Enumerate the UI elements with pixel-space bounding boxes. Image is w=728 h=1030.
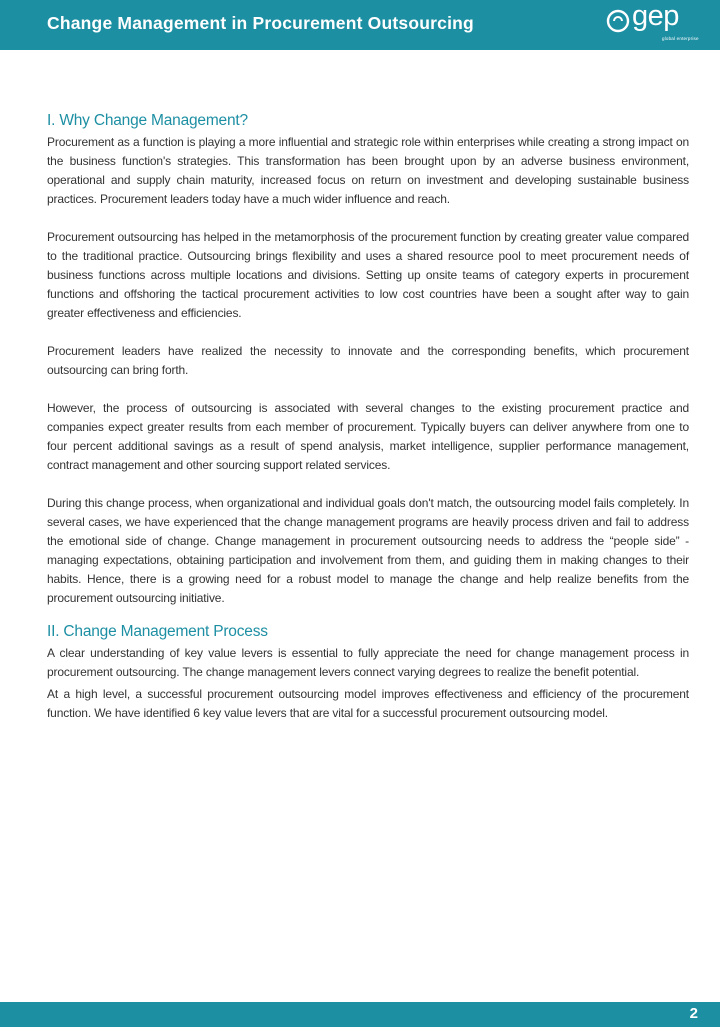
paragraph: At a high level, a successful procurement outsourcing model improves effectiveness and efficiency of the procurement function. We have identified 6 key value levers that are vital for a successful procurement outsourcing model.: [47, 687, 689, 720]
paragraph: Procurement leaders have realized the necessity to innovate and the corresponding benefits, which procurement outsourcing can bring forth.: [47, 344, 689, 377]
swirl-logo-icon: [606, 9, 630, 33]
paragraph: Procurement as a function is playing a more influential and strategic role within enterprises while creating a strong impact on the business function's strategies. This transformation has been brought upon by an adverse business environment, operational and supply chain maturity, increased focus on return on investment and developing sustainable business practices. Procurement leaders today have a much wider influence and reach.: [47, 135, 689, 206]
logo-text: gep: [632, 0, 679, 32]
paragraph: During this change process, when organizational and individual goals don't match, the outsourcing model fails completely. In several cases, we have experienced that the change management programs are heavily process driven and fail to address the emotional side of change. Change management in procurement outsourcing needs to address the “people side” - managing expectations, obtaining participation and involvement from them, and guiding them in making changes to their habits. Hence, there is a growing need for a robust model to manage the change and help realize benefits from the procurement outsourcing initiative.: [47, 496, 689, 605]
paragraph: Procurement outsourcing has helped in the metamorphosis of the procurement function by creating greater value compared to the traditional practice. Outsourcing brings flexibility and uses a shared resource pool to meet procurement needs of business functions across multiple locations and divisions. Setting up onsite teams of category experts in procurement functions and offshoring the tactical procurement activities to low cost countries have been a sought after way to gain greater effectiveness and efficiencies.: [47, 230, 689, 320]
section-why-change-management: [47, 112, 689, 608]
paragraph: However, the process of outsourcing is associated with several changes to the existing procurement practice and companies expect greater results from each member of procurement. Typically buyers can deliver anywhere from one to four percent additional savings as a result of spend analysis, market intelligence, supplier performance management, contract management and other sourcing support related services.: [47, 401, 689, 472]
document-title: Change Management in Procurement Outsourcing: [47, 13, 474, 33]
section-heading: I. Why Change Management?: [47, 112, 248, 129]
header-bar: [0, 0, 720, 50]
section-heading: II. Change Management Process: [47, 623, 268, 640]
document-body: [47, 112, 689, 726]
paragraph: A clear understanding of key value levers is essential to fully appreciate the need for change management process in procurement outsourcing. The change management levers connect varying degrees to realize the benefit potential.: [47, 646, 689, 679]
gep-logo: [604, 0, 714, 46]
section-change-management-process: [47, 623, 689, 723]
page-number: 2: [689, 1005, 698, 1022]
footer-bar: [0, 1002, 720, 1027]
logo-tagline: global enterprise: [662, 36, 699, 41]
